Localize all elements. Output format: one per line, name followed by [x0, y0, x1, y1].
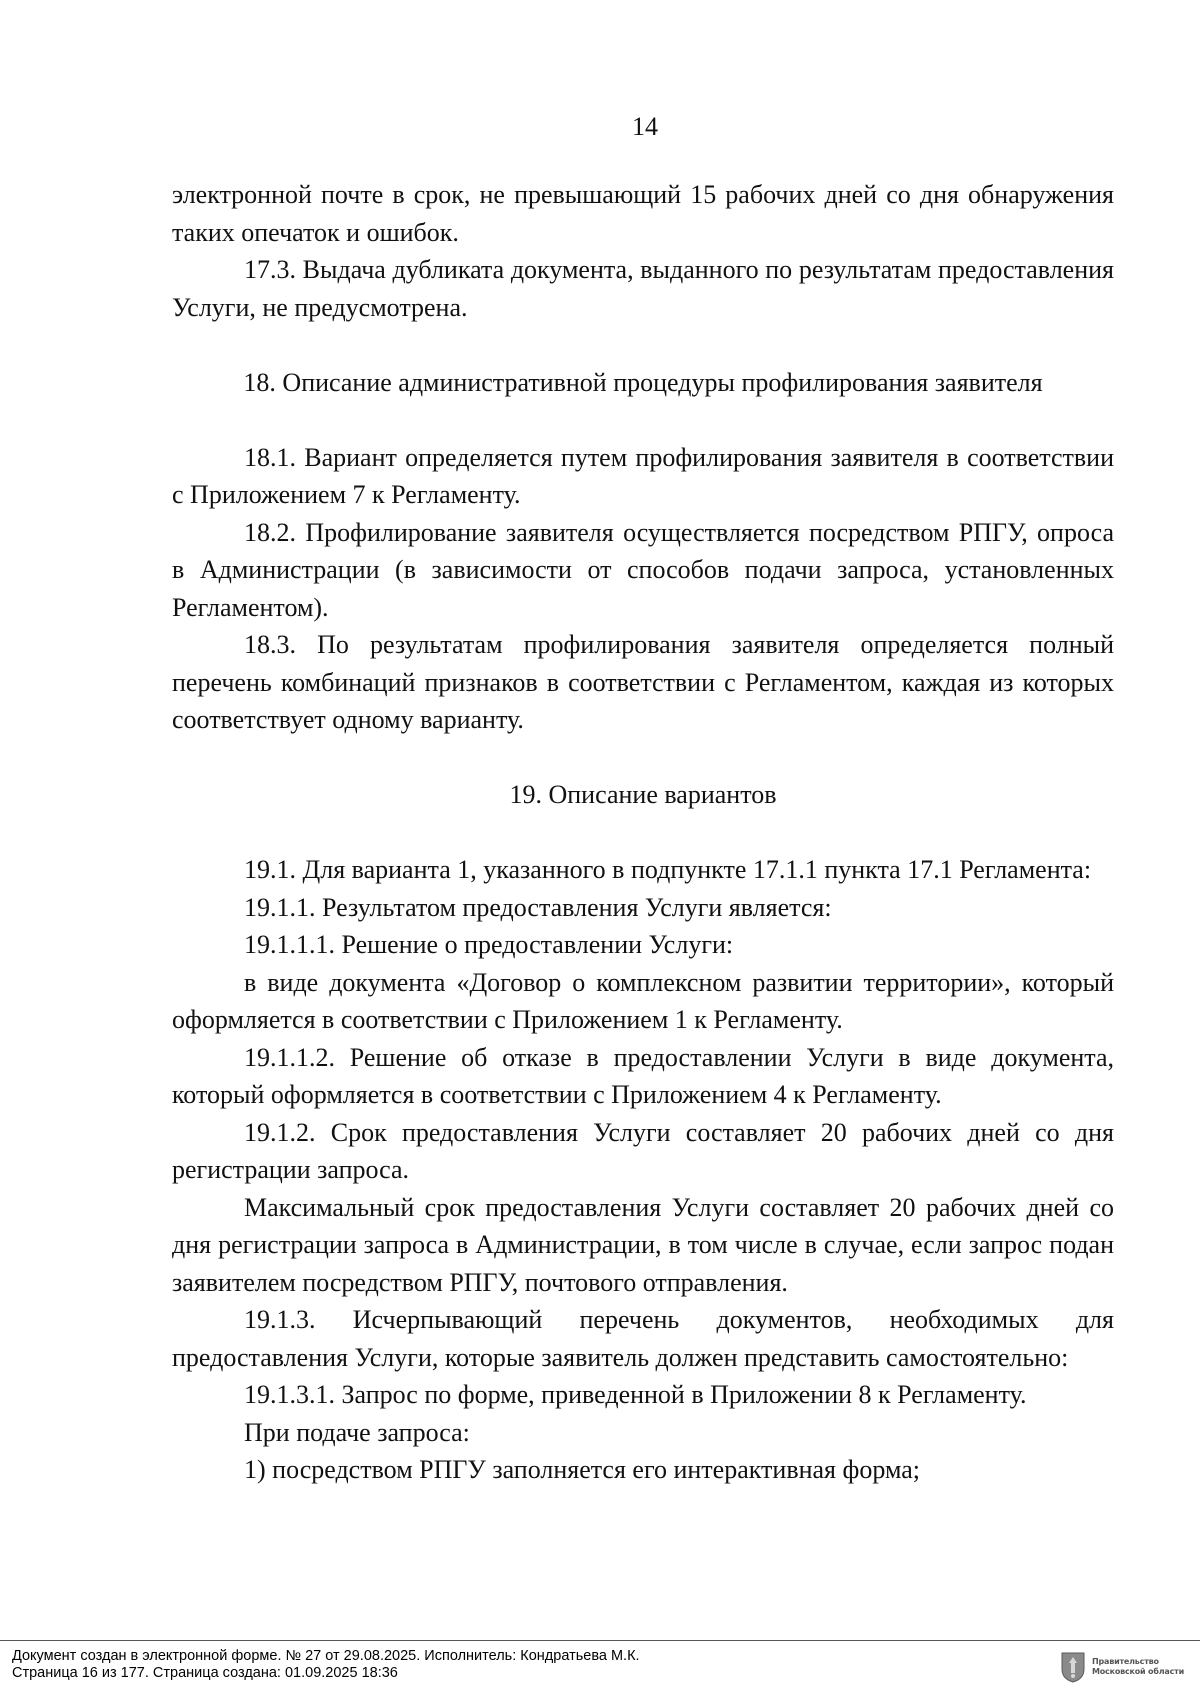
- logo-text-line: Правительство: [1092, 1657, 1159, 1666]
- paragraph: электронной почте в срок, не превышающий 15 рабочих дней со дня обнаружения таких опечаток и ошибок.: [172, 180, 1114, 247]
- government-logo: [1060, 1651, 1190, 1691]
- paragraph: 19.1.1.2. Решение об отказе в предоставлении Услуги в виде документа, который оформляется в соответствии с Приложением 4 к Регламенту.: [172, 1042, 1114, 1109]
- page-number: 14: [632, 112, 658, 141]
- section-heading-18: 18. Описание административной процедуры профилирования заявителя: [243, 367, 1043, 397]
- logo-text-line: Московской области: [1092, 1667, 1184, 1676]
- document-footer: [0, 1640, 1200, 1699]
- footer-line-page-info: Страница 16 из 177. Страница создана: 01.09.2025 18:36: [12, 1665, 398, 1681]
- footer-line-document-info: Документ создан в электронной форме. № 27 от 29.08.2025. Исполнитель: Кондратьева М.К.: [12, 1648, 640, 1664]
- paragraph: 19.1.1.1. Решение о предоставлении Услуги:: [244, 930, 734, 959]
- paragraph: 17.3. Выдача дубликата документа, выданного по результатам предоставления Услуги, не предусмотрена.: [172, 255, 1114, 322]
- paragraph: 19.1.1. Результатом предоставления Услуги является:: [244, 892, 832, 922]
- paragraph: 18.2. Профилирование заявителя осуществляется посредством РПГУ, опроса в Администрации (в зависимости от способов подачи запроса, установленных Регламентом).: [172, 517, 1114, 622]
- paragraph: в виде документа «Договор о комплексном развитии территории», который оформляется в соответствии с Приложением 1 к Регламенту.: [172, 967, 1114, 1034]
- section-heading-19: 19. Описание вариантов: [509, 780, 777, 809]
- paragraph: 19.1.2. Срок предоставления Услуги составляет 20 рабочих дней со дня регистрации запроса.: [172, 1117, 1114, 1184]
- document-body: [172, 176, 1114, 1489]
- paragraph: 18.1. Вариант определяется путем профилирования заявителя в соответствии с Приложением 7 к Регламенту.: [172, 442, 1114, 509]
- paragraph: 19.1.3.1. Запрос по форме, приведенной в Приложении 8 к Регламенту.: [244, 1380, 1027, 1409]
- paragraph: 19.1.3. Исчерпывающий перечень документов, необходимых для предоставления Услуги, которые заявитель должен представить самостоятельно:: [172, 1305, 1114, 1372]
- paragraph: При подаче запроса:: [244, 1417, 470, 1447]
- footer-text: [12, 1648, 640, 1682]
- paragraph: 19.1. Для варианта 1, указанного в подпункте 17.1.1 пункта 17.1 Регламента:: [244, 855, 1092, 884]
- paragraph: 18.3. По результатам профилирования заявителя определяется полный перечень комбинаций признаков в соответствии с Регламентом, каждая из которых соответствует одному варианту.: [172, 630, 1114, 734]
- paragraph: Максимальный срок предоставления Услуги составляет 20 рабочих дней со дня регистрации запроса в Администрации, в том числе в случае, если запрос подан заявителем посредством РПГУ, почтового отправления.: [172, 1192, 1114, 1297]
- coat-of-arms-icon: [1060, 1651, 1086, 1683]
- paragraph: 1) посредством РПГУ заполняется его интерактивная форма;: [244, 1455, 920, 1484]
